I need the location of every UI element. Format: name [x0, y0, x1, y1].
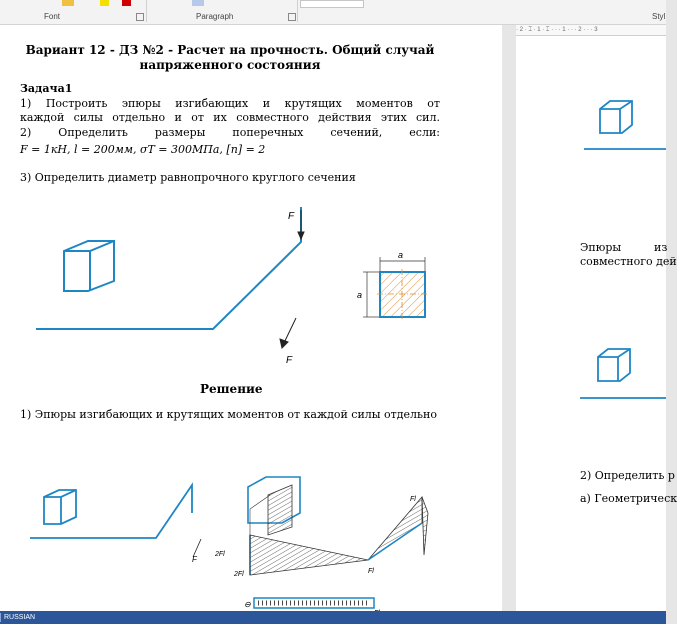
status-divider: [0, 613, 1, 622]
cross-section-figure: [350, 247, 440, 322]
paragraph-dialog-launcher-icon[interactable]: [288, 13, 296, 21]
task-heading: Задача1: [20, 82, 73, 95]
styles-gallery[interactable]: [300, 0, 364, 8]
font-color-button[interactable]: [62, 0, 74, 6]
font-group-label: Font: [44, 12, 61, 21]
minus-sign-icon: ⊖: [244, 600, 251, 609]
p2-epury-right: из: [654, 241, 668, 254]
solution-heading: Решение: [200, 382, 263, 396]
formula: F = 1кН, l = 200мм, σT = 300МПа, [n] = 2: [20, 143, 266, 156]
force-label-top: F: [288, 211, 295, 222]
highlight-button[interactable]: [100, 0, 109, 6]
horizontal-ruler[interactable]: · 2 · ⌶ · 1 · ⌶ · · · 1 · · · 2 · · · 3: [516, 25, 666, 36]
document-page-2[interactable]: [516, 36, 677, 611]
label-2fl-lower: 2Fl: [234, 571, 244, 578]
p2-geometric: а) Геометрическ: [580, 492, 677, 505]
ribbon-separator: [297, 0, 298, 22]
force-label-bottom: F: [286, 355, 293, 366]
ribbon: [0, 0, 666, 25]
page2-scheme-top: [516, 91, 666, 161]
font-dialog-launcher-icon[interactable]: [136, 13, 144, 21]
label-fl-top: Fl: [410, 496, 416, 503]
dimension-a-side: a: [357, 290, 363, 300]
item2-line1: 2) Определить размеры поперечных сечений, если:: [20, 126, 440, 139]
line-spacing-button[interactable]: [192, 0, 204, 6]
language-indicator[interactable]: RUSSIAN: [4, 614, 36, 621]
label-fl-mid: Fl: [368, 568, 374, 575]
force-label-small: F: [192, 555, 197, 564]
paragraph-group-label: Paragraph: [196, 12, 234, 21]
item3: 3) Определить диаметр равнопрочного круглого сечения: [20, 171, 356, 184]
p2-epury-left: Эпюры: [580, 241, 622, 254]
moment-diagrams-figure: [210, 465, 450, 615]
item1-line2: каждой силы отдельно и от их совместного действия этих сил.: [20, 111, 440, 124]
p2-joint-action: совместного дей: [580, 255, 677, 268]
status-bar: [0, 611, 666, 624]
item1-line1: 1) Построить эпюры изгибающих и крутящих моментов от: [20, 97, 440, 110]
styles-group-label: Styl: [652, 12, 666, 21]
solution-item1: 1) Эпюры изгибающих и крутящих моментов от каждой силы отдельно: [20, 408, 437, 421]
page2-scheme-middle: [516, 341, 666, 406]
problem-scheme-figure: [28, 203, 318, 368]
label-2fl-upper: 2Fl: [215, 551, 225, 558]
p2-determine: 2) Определить р: [580, 469, 675, 482]
ribbon-separator: [146, 0, 147, 22]
document-title: Вариант 12 - ДЗ №2 - Расчет на прочность. Общий случай напряженного состояния: [25, 43, 435, 72]
force-scheme-small: [26, 477, 206, 567]
document-page-1[interactable]: [0, 25, 502, 611]
dimension-a-top: a: [398, 250, 404, 260]
text-color-button[interactable]: [122, 0, 131, 6]
